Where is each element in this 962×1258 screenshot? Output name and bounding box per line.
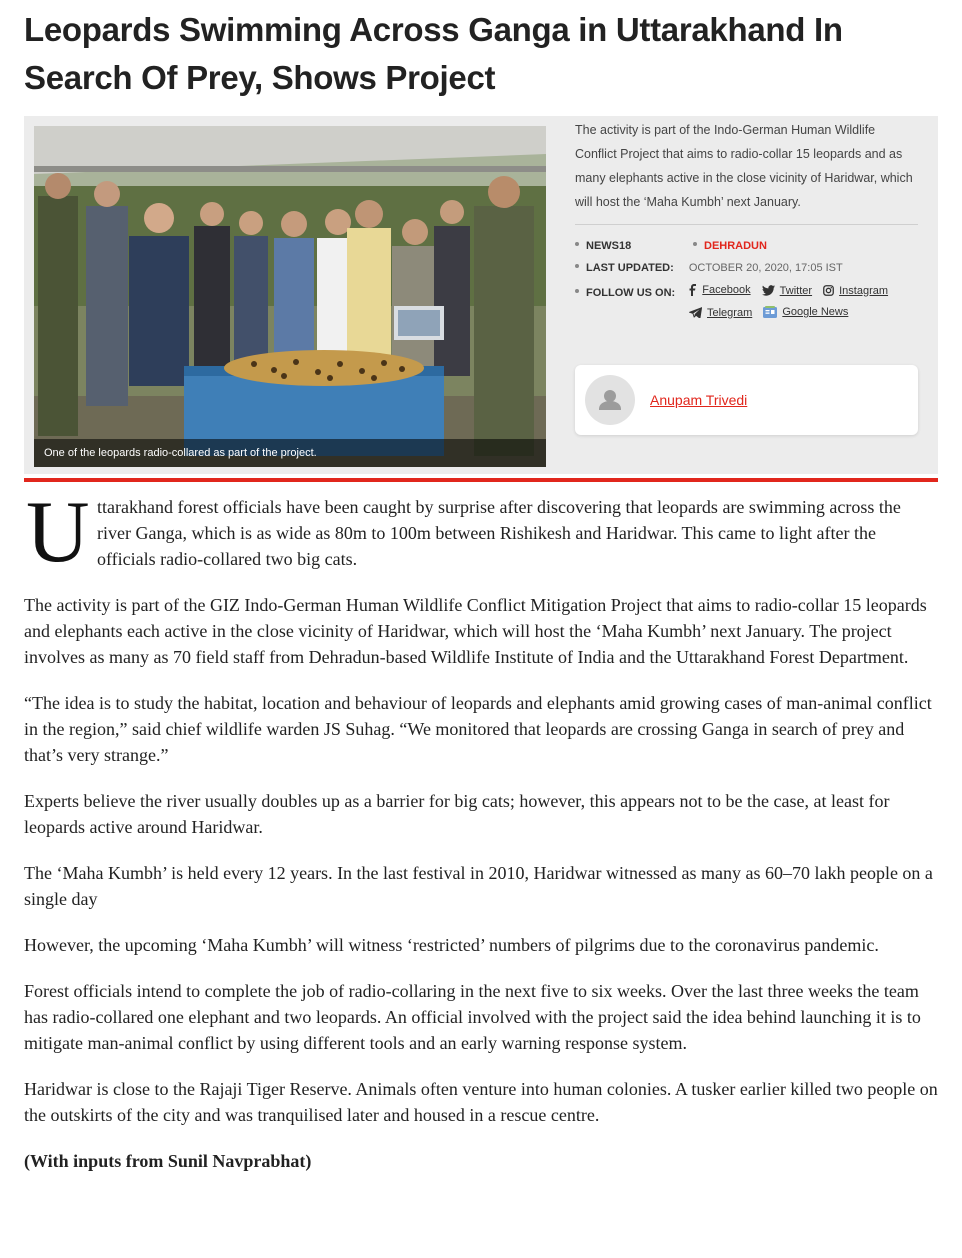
source-name: NEWS18: [586, 240, 632, 252]
article-paragraph: The ‘Maha Kumbh’ is held every 12 years. In the last festival in 2010, Haridwar witnessed as many as 60–70 lakh people on a single day: [24, 863, 933, 909]
lead-image[interactable]: [34, 126, 546, 467]
source-row: [575, 239, 631, 253]
red-divider: [24, 478, 938, 482]
last-updated-row: [575, 261, 843, 275]
location-row: [693, 239, 767, 253]
telegram-icon: [689, 307, 702, 318]
google-news-link[interactable]: [763, 305, 848, 319]
facebook-icon: [688, 284, 697, 296]
bullet-icon: [575, 242, 579, 246]
image-caption: One of the leopards radio-collared as part of the project.: [34, 439, 546, 467]
location-tag[interactable]: DEHRADUN: [704, 240, 767, 252]
follow-label: FOLLOW US ON:: [586, 287, 676, 299]
bullet-icon: [693, 242, 697, 246]
twitter-link[interactable]: [762, 284, 812, 298]
bullet-icon: [575, 289, 579, 293]
headline: Leopards Swimming Across Ganga in Uttarakhand In Search Of Prey, Shows Project: [24, 11, 843, 96]
telegram-label: Telegram: [707, 306, 753, 319]
instagram-link[interactable]: [823, 284, 888, 298]
hero-panel: [24, 116, 938, 474]
first-paragraph: [24, 484, 938, 581]
article-paragraph: However, the upcoming ‘Maha Kumbh’ will witness ‘restricted’ numbers of pilgrims due to the coronavirus pandemic.: [24, 935, 879, 955]
article-paragraph: Forest officials intend to complete the job of radio-collaring in the next five to six weeks. Over the last three weeks the team has radio-collared one elephant and two leopards. An official involved with the project said the idea behind launching it is to mitigate man-animal conflict by using different tools and an early warning response system.: [24, 981, 921, 1053]
facebook-label: Facebook: [702, 284, 751, 296]
facebook-link[interactable]: [688, 283, 750, 297]
lead-image-illustration: [34, 126, 546, 467]
bullet-icon: [575, 264, 579, 268]
article-meta: [575, 225, 918, 325]
google-news-label: Google News: [782, 306, 849, 318]
twitter-label: Twitter: [779, 284, 813, 297]
article-body: [24, 484, 938, 1194]
inputs-credit: (With inputs from Sunil Navprabhat): [24, 1151, 312, 1171]
telegram-link[interactable]: [689, 306, 752, 320]
author-name-link[interactable]: Anupam Trivedi: [650, 392, 748, 408]
last-updated-label: LAST UPDATED:: [586, 262, 674, 274]
author-card: [575, 365, 918, 435]
summary-sidebar: [575, 116, 918, 408]
google-news-icon: [763, 306, 777, 318]
drop-cap: U: [26, 484, 90, 581]
user-icon: [585, 375, 635, 425]
article-paragraph: Experts believe the river usually doubles up as a barrier for big cats; however, this appears not to be the case, at least for leopards active around Haridwar.: [24, 791, 890, 837]
first-paragraph-text: ttarakhand forest officials have been caught by surprise after discovering that leopards are swimming across the river Ganga, which is as wide as 80m to 100m between Rishikesh and Haridwar. This came to light after the officials radio-collared two big cats.: [97, 497, 901, 569]
article-paragraph: The activity is part of the GIZ Indo-German Human Wildlife Conflict Mitigation Project that aims to radio-collar 15 leopards and elephants each active in the close vicinity of Haridwar, which will host the ‘Maha Kumbh’ next January. The project involves as many as 70 field staff from Dehradun-based Wildlife Institute of India and the Uttarakhand Forest Department.: [24, 595, 927, 667]
twitter-icon: [762, 285, 775, 296]
last-updated-value: OCTOBER 20, 2020, 17:05 IST: [688, 262, 843, 274]
article-summary: The activity is part of the Indo-German Human Wildlife Conflict Project that aims to radio-collar 15 leopards and as many elephants active in the close vicinity of Haridwar, which will host the ‘Maha Kumbh’ next January.: [575, 123, 913, 209]
follow-row-2: [689, 305, 856, 319]
instagram-icon: [823, 285, 834, 296]
article-paragraph: Haridwar is close to the Rajaji Tiger Reserve. Animals often venture into human colonies. A tusker earlier killed two people on the outskirts of the city and was tranquilised later and housed in a rescue centre.: [24, 1079, 938, 1125]
author-avatar: [585, 375, 635, 425]
follow-row: [575, 283, 896, 297]
article-paragraph: “The idea is to study the habitat, location and behaviour of leopards and elephants amid growing cases of man-animal conflict in the region,” said chief wildlife warden JS Suhag. “We monitored that leopards are crossing Ganga in search of prey and that’s very strange.”: [24, 693, 932, 765]
instagram-label: Instagram: [839, 284, 889, 297]
